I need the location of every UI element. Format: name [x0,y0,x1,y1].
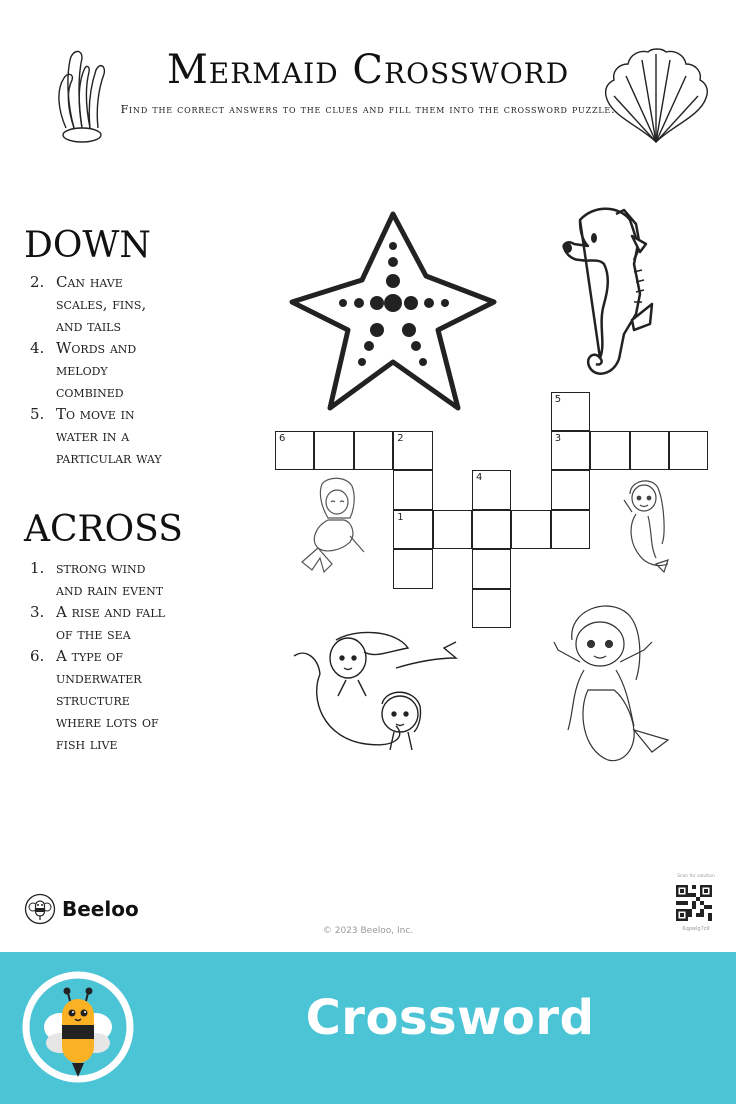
brand-logo [24,893,139,925]
grid-cell[interactable] [472,549,511,588]
starfish-icon [286,208,502,418]
qr-code-text: 6qpwlg7z9 [682,926,710,932]
clue-text: To move in water in a particular way [56,405,162,467]
cell-number: 5 [554,393,562,405]
grid-cell[interactable] [669,431,708,470]
two-mermaids-illustration [286,618,466,753]
cell-number: 6 [279,433,286,444]
grid-cell[interactable] [472,510,511,549]
clue-text: Words and melody combined [56,339,137,401]
grid-cell-6-across-1[interactable] [275,431,314,470]
grid-cell[interactable] [433,510,472,549]
clue-text: A rise and fall of the sea [56,603,165,643]
cell-number: 1 [397,511,404,523]
down-clue-4 [30,337,168,403]
across-clue-6 [30,645,168,755]
cell-number: 3 [554,433,562,444]
across-clue-3 [30,601,168,645]
grid-cell[interactable] [393,549,432,588]
clue-number: 1. [30,559,45,577]
across-clue-1 [30,557,168,601]
grid-cell-4-down-1[interactable] [472,470,511,509]
page-subtitle: Find the correct answers to the clues and fill them into the crossword puzzle. [120,103,616,116]
grid-cell[interactable] [511,510,550,549]
clue-text: A type of underwater structure where lots of fish live [56,647,159,753]
down-clue-2 [30,271,168,337]
grid-cell-5-down-1[interactable] [551,392,590,431]
down-heading: DOWN [24,225,151,266]
grid-cell[interactable] [314,431,353,470]
across-clue-list [30,557,168,755]
cell-number: 4 [476,472,483,484]
clue-text: strong wind and rain event [56,559,164,599]
grid-cell[interactable] [551,470,590,509]
qr-label: Scan for solution [677,874,715,879]
bee-logo-icon [24,893,56,925]
grid-cell[interactable] [393,470,432,509]
down-clue-5 [30,403,168,469]
banner-title: Crossword [305,990,595,1046]
grid-cell[interactable] [630,431,669,470]
clue-text: Can have scales, fins, and tails [56,273,147,335]
bee-mascot-icon [22,971,134,1083]
down-clue-list [30,271,168,469]
qr-code-icon[interactable] [676,885,712,921]
seashell-icon [600,46,712,146]
clue-number: 4. [30,339,45,357]
cell-number: 2 [397,433,404,444]
grid-cell[interactable] [551,510,590,549]
mermaid-arms-up-illustration [548,600,676,766]
clue-number: 2. [30,273,45,291]
clue-number: 3. [30,603,45,621]
clue-number: 6. [30,647,45,665]
mermaid-sitting-illustration [298,476,370,576]
grid-cell[interactable] [472,589,511,628]
grid-cell-3-across-1[interactable] [551,431,590,470]
grid-cell-2-down-1[interactable] [393,431,432,470]
mermaid-waving-illustration [618,474,674,584]
copyright-text: © 2023 Beeloo, Inc. [322,926,414,936]
across-heading: ACROSS [24,509,183,550]
grid-cell-1-across-1[interactable] [393,510,432,549]
page-title: Mermaid Crossword [166,47,570,93]
clue-number: 5. [30,405,45,423]
brand-name: Beeloo [62,897,139,921]
seahorse-icon [560,204,660,384]
grid-cell[interactable] [590,431,629,470]
grid-cell[interactable] [354,431,393,470]
